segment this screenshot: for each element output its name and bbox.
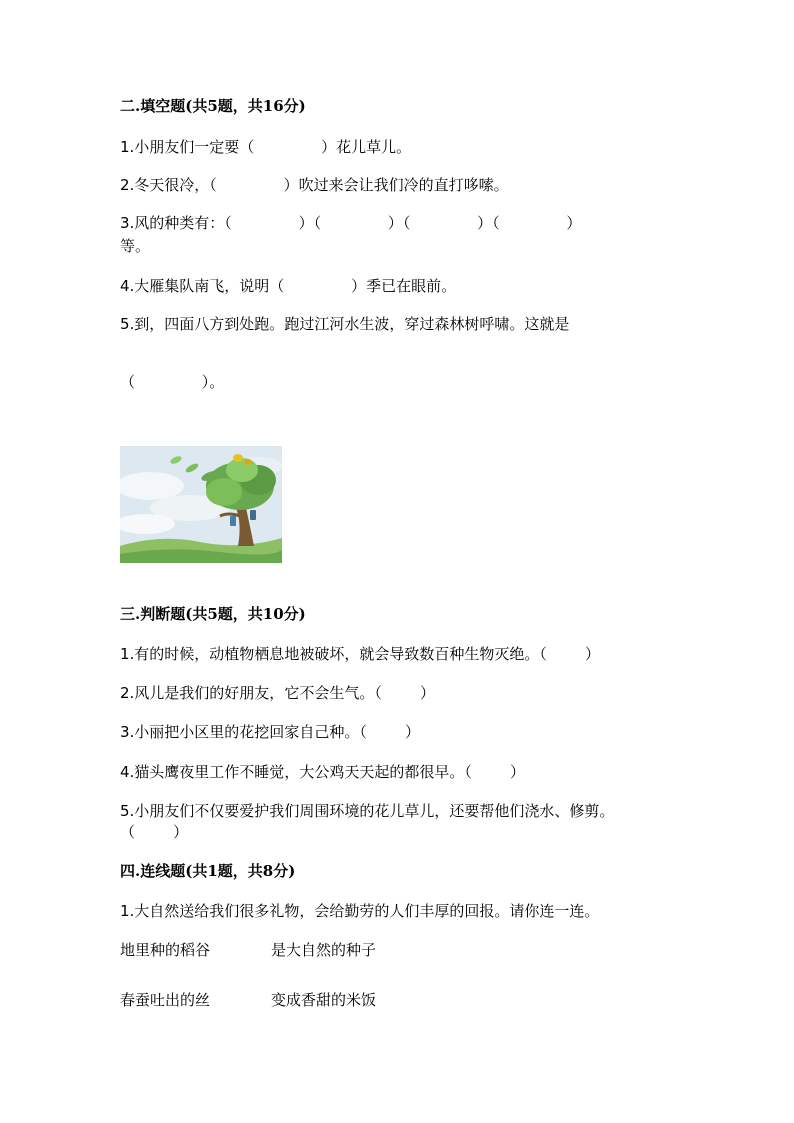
section-heading-judge: 三.判断题(共5题，共10分) <box>120 605 306 623</box>
match-left-item-1: 地里种的稻谷 <box>120 941 211 959</box>
judge-question-3: 3.小丽把小区里的花挖回家自己种。（ ） <box>120 723 420 741</box>
fill-question-5-line-1: 5.到，四面八方到处跑。跑过江河水生波，穿过森林树呼啸。这就是 <box>120 315 570 333</box>
judge-question-2: 2.风儿是我们的好朋友，它不会生气。（ ） <box>120 684 435 702</box>
fill-question-1: 1.小朋友们一定要（ ）花儿草儿。 <box>120 138 412 156</box>
fill-question-3-line-1: 3.风的种类有：（ ）（ ）（ ）（ ） <box>120 214 582 232</box>
judge-question-5-line-2: （ ） <box>120 823 189 841</box>
fill-question-5-line-2: （ ）。 <box>120 373 225 391</box>
fill-question-4: 4.大雁集队南飞，说明（ ）季已在眼前。 <box>120 277 457 295</box>
section-heading-fill: 二.填空题(共5题，共16分) <box>120 97 306 115</box>
fill-question-3-line-2: 等。 <box>120 237 151 255</box>
judge-question-4: 4.猫头鹰夜里工作不睡觉，大公鸡天天起的都很早。（ ） <box>120 763 525 781</box>
match-question-1: 1.大自然送给我们很多礼物，会给勤劳的人们丰厚的回报。请你连一连。 <box>120 902 600 920</box>
match-right-item-2: 变成香甜的米饭 <box>271 991 377 1009</box>
section-heading-match: 四.连线题(共1题，共8分) <box>120 862 296 880</box>
judge-question-1: 1.有的时候，动植物栖息地被破坏，就会导致数百种生物灭绝。（ ） <box>120 645 600 663</box>
match-right-item-1: 是大自然的种子 <box>271 941 377 959</box>
judge-question-5-line-1: 5.小朋友们不仅要爱护我们周围环境的花儿草儿，还要帮他们浇水、修剪。 <box>120 802 615 820</box>
tree-with-birds-illustration <box>120 446 282 563</box>
match-left-item-2: 春蚕吐出的丝 <box>120 991 211 1009</box>
fill-question-2: 2.冬天很冷，（ ）吹过来会让我们冷的直打哆嗦。 <box>120 176 509 194</box>
